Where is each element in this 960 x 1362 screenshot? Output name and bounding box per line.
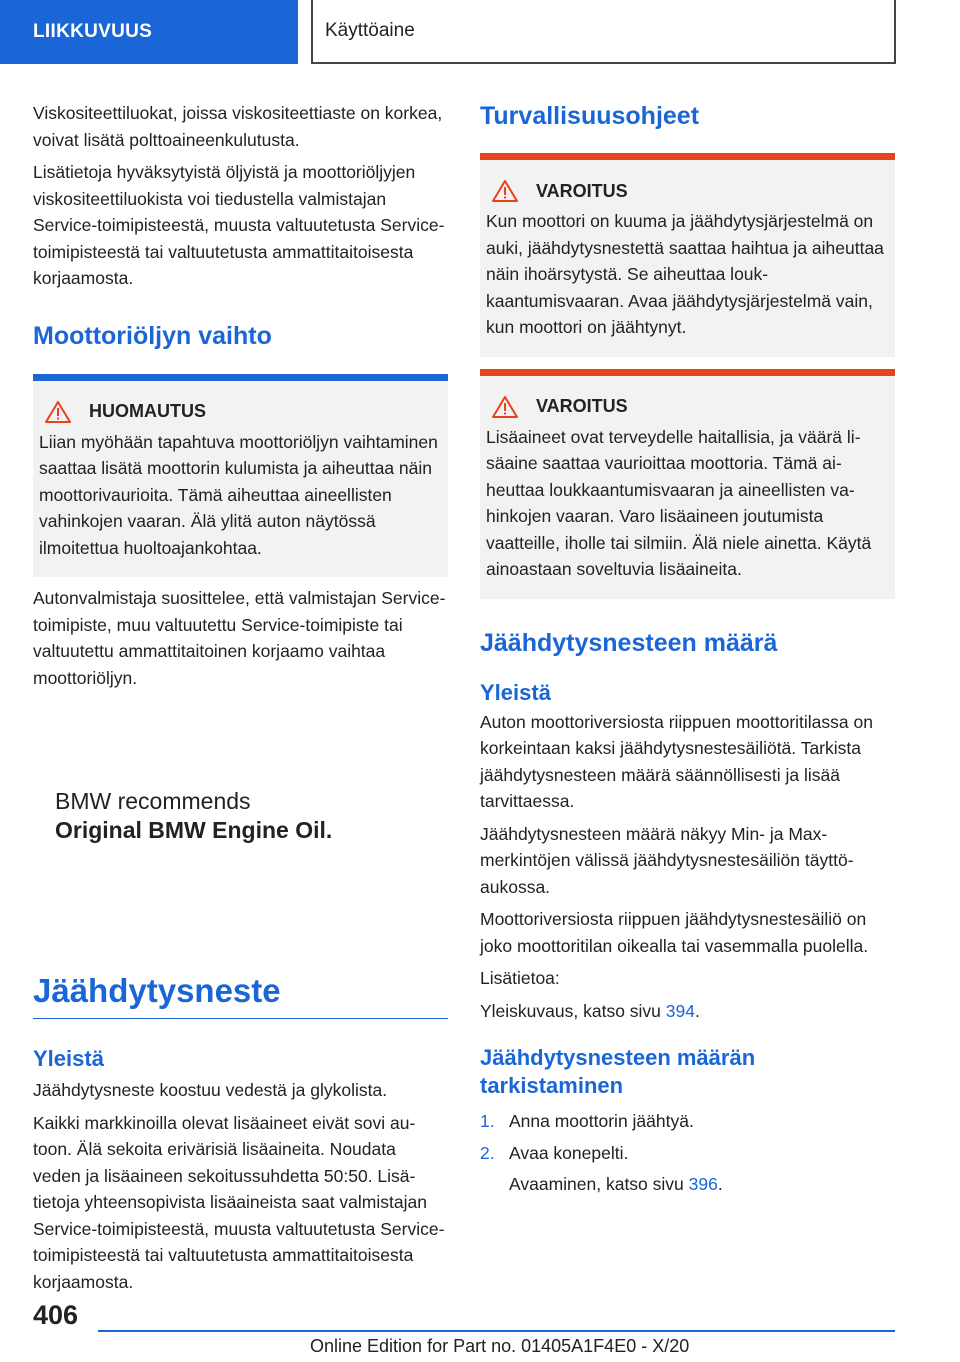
notice-header — [39, 401, 442, 423]
list-item — [480, 1108, 895, 1135]
right-column — [480, 100, 895, 1204]
reservoirs-paragraph: Auton moottoriversiosta riippuen moottoritilassa on korkeintaan kaksi jäähdytysnestesäiliötä. Tarkista jäähdytysnesteen määrä säännöllisesti ja lisää tarvittaessa. — [480, 711, 873, 811]
amount-general-heading: Yleistä — [480, 679, 551, 705]
warning-header — [486, 396, 889, 418]
viscosity-paragraph: Viskositeettiluokat, joissa viskositeettiaste on korkea, voivat lisätä polttoaineenkulutusta. — [33, 103, 443, 150]
coolant-general-heading: Yleistä — [33, 1046, 104, 1071]
bmw-recommends-line: BMW recommends — [55, 788, 251, 814]
warning-header — [486, 180, 889, 202]
warning-title: VAROITUS — [536, 396, 628, 416]
warning-triangle-icon — [492, 180, 518, 202]
section-title: Käyttöaine — [311, 0, 896, 64]
opening-reference-text: Avaaminen, katso sivu — [509, 1174, 689, 1194]
opening-reference — [480, 1171, 895, 1198]
oil-change-heading: Moottoriöljyn vaihto — [33, 321, 272, 350]
check-heading-line2: tarkistaminen — [480, 1073, 624, 1098]
recommendation-paragraph: Autonvalmistaja suosittelee, että valmistajan Service-toimipiste, muu valtuutettu Service-toimipiste tai valtuutettu ammattitaitoinen korjaamo vaihtaa moottoriöljyn. — [33, 588, 446, 688]
warning-box-hot-engine — [480, 153, 895, 357]
step-text: Avaa konepelti. — [509, 1142, 629, 1163]
warning-triangle-icon — [45, 401, 71, 423]
coolant-heading: Jäähdytysneste — [33, 972, 281, 1009]
list-item — [480, 1140, 895, 1167]
reservoir-location-paragraph: Moottoriversiosta riippuen jäähdytysnestesäiliö on joko moottoritilan oikealla tai vasemmalla puolella. — [480, 909, 869, 956]
coolant-amount-heading: Jäähdytysnesteen määrä — [480, 628, 778, 657]
left-column — [33, 100, 448, 1301]
warning-triangle-icon — [492, 396, 518, 418]
overview-reference-text: Yleiskuvaus, katso sivu — [480, 1000, 666, 1021]
min-max-paragraph: Jäähdytysnesteen määrä näkyy Min- ja Max-merkintöjen välissä jäähdytysnestesäiliön täyttöaukossa. — [480, 823, 854, 897]
warning-text: Kun moottori on kuuma ja jäähdytysjärjestelmä on auki, jäähdytysnestettä saattaa haihtua ja aiheuttaa näin ihoärsytystä. Se aiheuttaa loukkaantumisvaaran. Avaa jäähdytysjärjestelmä vain, kun moottori on jäähtynyt. — [486, 211, 884, 337]
opening-reference-end: . — [717, 1174, 723, 1194]
check-amount-heading — [480, 1044, 895, 1100]
page-link-396[interactable]: 396 — [688, 1174, 718, 1194]
approved-oils-paragraph: Lisätietoja hyväksytyistä öljyistä ja moottoriöljyjen viskositeettiluokista voi tiedustella valmistajan Service-toimipisteestä, muusta valtuutetusta Service-toimipisteestä tai valtuutetusta ammattitaitoisesta korjaamosta. — [33, 162, 445, 288]
notice-text: Liian myöhään tapahtuva moottoriöljyn vaihtaminen saattaa lisätä moottorin kulumista ja aiheuttaa näin moottorivaurioita. Tämä aiheuttaa aineellisten vahinkojen vaaran. Älä ylitä auton näytössä ilmoitettua huoltoajankohtaa. — [39, 431, 438, 558]
page-link-394[interactable]: 394 — [665, 1000, 695, 1021]
notice-title: HUOMAUTUS — [89, 401, 206, 421]
warning-box-additives — [480, 369, 895, 599]
notice-box — [33, 374, 448, 578]
edition-footer: Online Edition for Part no. 01405A1F4E0 - X/20 — [310, 1336, 690, 1356]
coolant-composition-paragraph: Jäähdytysneste koostuu vedestä ja glykolista. — [33, 1080, 388, 1100]
additives-paragraph: Kaikki markkinoilla olevat lisäaineet eivät sovi autoon. Älä sekoita erivärisiä lisäaineita. Noudata veden ja lisäaineen sekoitussuhdetta 50:50. Lisätietoja yhteensopivista lisäaineista saat valmistajan Service-toimipisteestä, muusta valtuutetusta Service-toimipisteestä tai valtuutetusta ammattitaitoisesta korjaamosta. — [33, 1112, 445, 1292]
coolant-heading-rule — [33, 1018, 448, 1019]
check-steps-list — [480, 1108, 895, 1166]
step-number: 1. — [480, 1111, 495, 1131]
warning-title: VAROITUS — [536, 180, 628, 201]
original-oil-line: Original BMW Engine Oil. — [55, 817, 333, 843]
overview-reference-end: . — [694, 1000, 700, 1021]
page-number: 406 — [33, 1300, 79, 1330]
check-heading-line1: Jäähdytysnesteen määrän — [480, 1045, 756, 1070]
overview-reference — [480, 998, 895, 1025]
bmw-recommendation — [33, 787, 448, 845]
step-number: 2. — [480, 1142, 495, 1163]
footer-rule — [98, 1330, 895, 1332]
warning-text: Lisäaineet ovat terveydelle haitallisia, ja väärä lisäaine saattaa vaurioittaa moottoria. Tämä aiheuttaa loukkaantumisvaaran ja aineellisten vahinkojen vaaran. Varo lisäaineen joutumista vaatteille, iholle tai silmiin. Älä niele ainetta. Käytä ainoastaan soveltuvia lisäaineita. — [486, 426, 872, 579]
step-text: Anna moottorin jäähtyä. — [509, 1111, 694, 1131]
more-info-label: Lisätietoa: — [480, 968, 560, 988]
safety-heading: Turvallisuusohjeet — [480, 102, 700, 130]
chapter-tab: LIIKKUVUUS — [0, 0, 298, 64]
